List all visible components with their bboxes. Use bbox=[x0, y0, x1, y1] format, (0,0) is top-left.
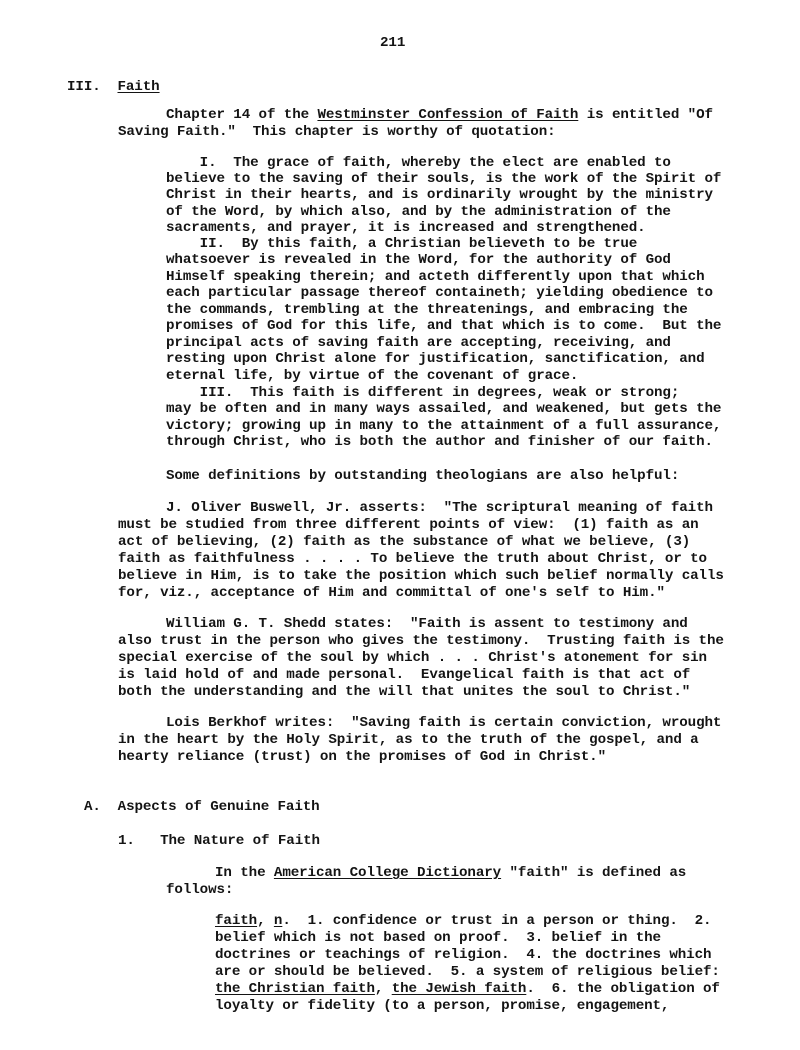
book-title-american-college-dictionary: American College Dictionary bbox=[273, 865, 502, 881]
page-number: 211 bbox=[380, 35, 406, 51]
dictionary-entry-line: loyalty or fidelity (to a person, promise, engagement, bbox=[215, 998, 670, 1014]
buswell-line: J. Oliver Buswell, Jr. asserts: "The scriptural meaning of faith bbox=[166, 500, 713, 516]
quote-line: resting upon Christ alone for justification, sanctification, and bbox=[166, 351, 705, 367]
dictionary-entry-line: belief which is not based on proof. 3. belief in the bbox=[215, 930, 661, 946]
book-title-westminster: Westminster Confession of Faith bbox=[317, 107, 579, 123]
quote-line: II. By this faith, a Christian believeth to be true bbox=[166, 236, 638, 252]
heading-nature-of-faith bbox=[118, 833, 320, 849]
part-of-speech: n bbox=[273, 913, 283, 929]
shedd-line: is laid hold of and made personal. Evangelical faith is that act of bbox=[118, 667, 691, 683]
heading-title: Aspects of Genuine Faith bbox=[117, 799, 320, 815]
intro-text: In the bbox=[215, 865, 274, 881]
quote-line: I. The grace of faith, whereby the elect are enabled to bbox=[166, 155, 671, 171]
berkhof-line: hearty reliance (trust) on the promises of God in Christ." bbox=[118, 749, 607, 765]
entry-text: . 1. confidence or trust in a person or thing. 2. bbox=[282, 913, 712, 929]
quote-line: eternal life, by virtue of the covenant of grace. bbox=[166, 368, 579, 384]
buswell-line: act of believing, (2) faith as the substance of what we believe, (3) bbox=[118, 534, 691, 550]
heading-label: 1. bbox=[118, 833, 135, 849]
example-jewish-faith: the Jewish faith bbox=[391, 981, 527, 997]
buswell-line: must be studied from three different points of view: (1) faith as an bbox=[118, 517, 699, 533]
buswell-line: faith as faithfulness . . . . To believe the truth about Christ, or to bbox=[118, 551, 707, 567]
quote-line: sacraments, and prayer, it is increased and strengthened. bbox=[166, 220, 646, 236]
dictionary-entry-line: doctrines or teachings of religion. 4. the doctrines which bbox=[215, 947, 712, 963]
heading-aspects bbox=[84, 799, 320, 815]
quote-line: principal acts of saving faith are accepting, receiving, and bbox=[166, 335, 671, 351]
entry-text: , bbox=[257, 913, 274, 929]
quote-line: may be often and in many ways assailed, and weakened, but gets the bbox=[166, 401, 722, 417]
quote-line: through Christ, who is both the author and finisher of our faith. bbox=[166, 434, 713, 450]
dictionary-intro-line-2: follows: bbox=[166, 882, 234, 898]
intro-text: is entitled "Of bbox=[578, 107, 713, 123]
dictionary-entry-line bbox=[215, 913, 711, 929]
heading-title: The Nature of Faith bbox=[160, 833, 320, 849]
quote-line: promises of God for this life, and that which is to come. But the bbox=[166, 318, 722, 334]
intro-line-1 bbox=[166, 107, 713, 123]
shedd-line: special exercise of the soul by which . . . Christ's atonement for sin bbox=[118, 650, 707, 666]
quote-line: of the Word, by which also, and by the administration of the bbox=[166, 204, 671, 220]
quote-line: believe to the saving of their souls, is the work of the Spirit of bbox=[166, 171, 722, 187]
quote-line: III. This faith is different in degrees, weak or strong; bbox=[166, 385, 680, 401]
section-numeral: III. bbox=[67, 79, 101, 95]
dictionary-entry-line: are or should be believed. 5. a system of religious belief: bbox=[215, 964, 720, 980]
intro-line-2: Saving Faith." This chapter is worthy of quotation: bbox=[118, 124, 556, 140]
buswell-line: believe in Him, is to take the position which such belief normally calls bbox=[118, 568, 724, 584]
heading-label: A. bbox=[84, 799, 101, 815]
berkhof-line: Lois Berkhof writes: "Saving faith is certain conviction, wrought bbox=[166, 715, 722, 731]
shedd-line: William G. T. Shedd states: "Faith is assent to testimony and bbox=[166, 616, 688, 632]
quote-line: the commands, trembling at the threatenings, and embracing the bbox=[166, 302, 688, 318]
berkhof-line: in the heart by the Holy Spirit, as to the truth of the gospel, and a bbox=[118, 732, 699, 748]
dictionary-entry-line bbox=[215, 981, 720, 997]
quote-line: each particular passage thereof containeth; yielding obedience to bbox=[166, 285, 713, 301]
buswell-line: for, viz., acceptance of Him and committal of one's self to Him." bbox=[118, 585, 665, 601]
definitions-intro: Some definitions by outstanding theologians are also helpful: bbox=[166, 468, 680, 484]
quote-line: Christ in their hearts, and is ordinarily wrought by the ministry bbox=[166, 187, 713, 203]
entry-text: , bbox=[374, 981, 392, 997]
shedd-line: both the understanding and the will that unites the soul to Christ." bbox=[118, 684, 691, 700]
entry-text: . 6. the obligation of bbox=[526, 981, 720, 997]
quote-line: victory; growing up in many to the attainment of a full assurance, bbox=[166, 418, 722, 434]
section-title: Faith bbox=[117, 79, 160, 95]
headword: faith bbox=[215, 913, 258, 929]
quote-line: whatsoever is revealed in the Word, for the authority of God bbox=[166, 252, 671, 268]
intro-text: Chapter 14 of the bbox=[166, 107, 318, 123]
example-christian-faith: the Christian faith bbox=[215, 981, 375, 997]
section-heading bbox=[67, 79, 160, 95]
dictionary-intro-line-1 bbox=[215, 865, 686, 881]
intro-text: "faith" is defined as bbox=[501, 865, 687, 881]
shedd-line: also trust in the person who gives the testimony. Trusting faith is the bbox=[118, 633, 724, 649]
quote-line: Himself speaking therein; and acteth differently upon that which bbox=[166, 269, 705, 285]
